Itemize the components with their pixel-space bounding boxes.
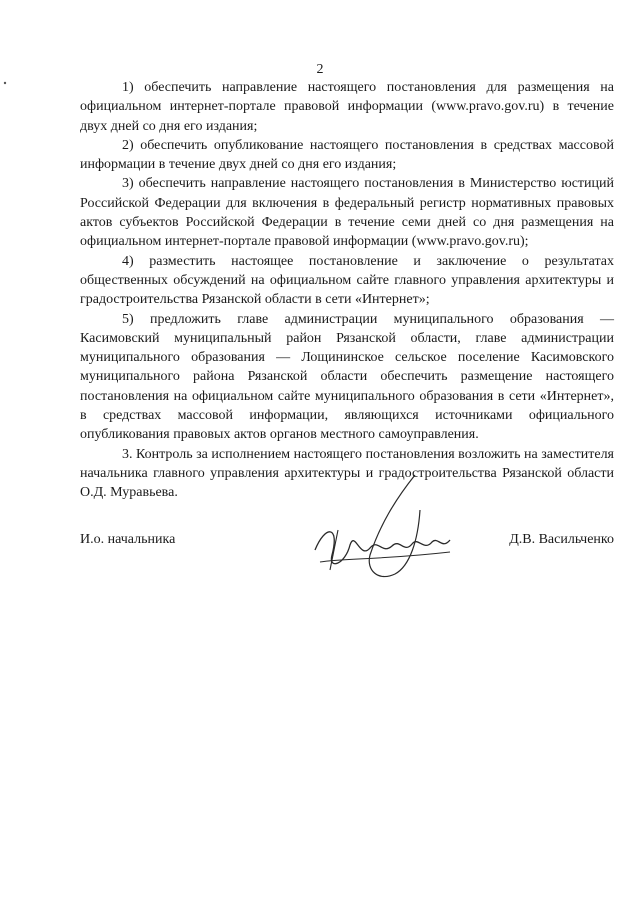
paragraph-item-2: 2) обеспечить опубликование настоящего постановления в средствах массовой информации в течение двух дней со дня его издания; <box>80 137 614 173</box>
handwritten-signature <box>300 470 470 590</box>
paragraph-item-1: 1) обеспечить направление настоящего постановления для размещения на официальном интернет-портале правовой информации (www.pravo.gov.ru) в течение двух дней со дня его издания; <box>80 80 614 134</box>
signatory-name: Д.В. Васильченко <box>509 532 614 547</box>
page-number: 2 <box>316 62 324 77</box>
paragraph-item-4: 4) разместить настоящее постановление и заключение о результатах общественных обсуждений на официальном сайте главного управления архитектуры и градостроительства Рязанской области в сети «Интернет»; <box>80 253 614 308</box>
paragraph-item-3: 3) обеспечить направление настоящего постановления в Министерство юстиций Российской Федерации для включения в федеральный регистр нормативных правовых актов субъектов Российской Федерации в течение семи дней со дня размещения на официальном интернет-портале правовой информации (www.pravo.gov.ru); <box>80 176 614 250</box>
paragraph-item-5: 5) предложить главе администрации муниципального образования — Касимовский муниципальный район Рязанской области, главе администрации муниципального образования — Лощининское сельское поселение Касимовского муниципального района Рязанской области обеспечить размещение настоящего постановления на официальном сайте муниципального образования в сети «Интернет», в средствах массовой информации, являющихся источниками официального опубликования правовых актов органов местного самоуправления. <box>80 311 614 443</box>
document-body <box>80 78 614 503</box>
signature-block <box>80 532 614 556</box>
paragraph-control-clause: 3. Контроль за исполнением настоящего постановления возложить на заместителя начальника главного управления архитектуры и градостроительства Рязанской области О.Д. Муравьева. <box>80 446 614 501</box>
signatory-title: И.о. начальника <box>80 532 176 547</box>
margin-dot <box>2 80 8 86</box>
